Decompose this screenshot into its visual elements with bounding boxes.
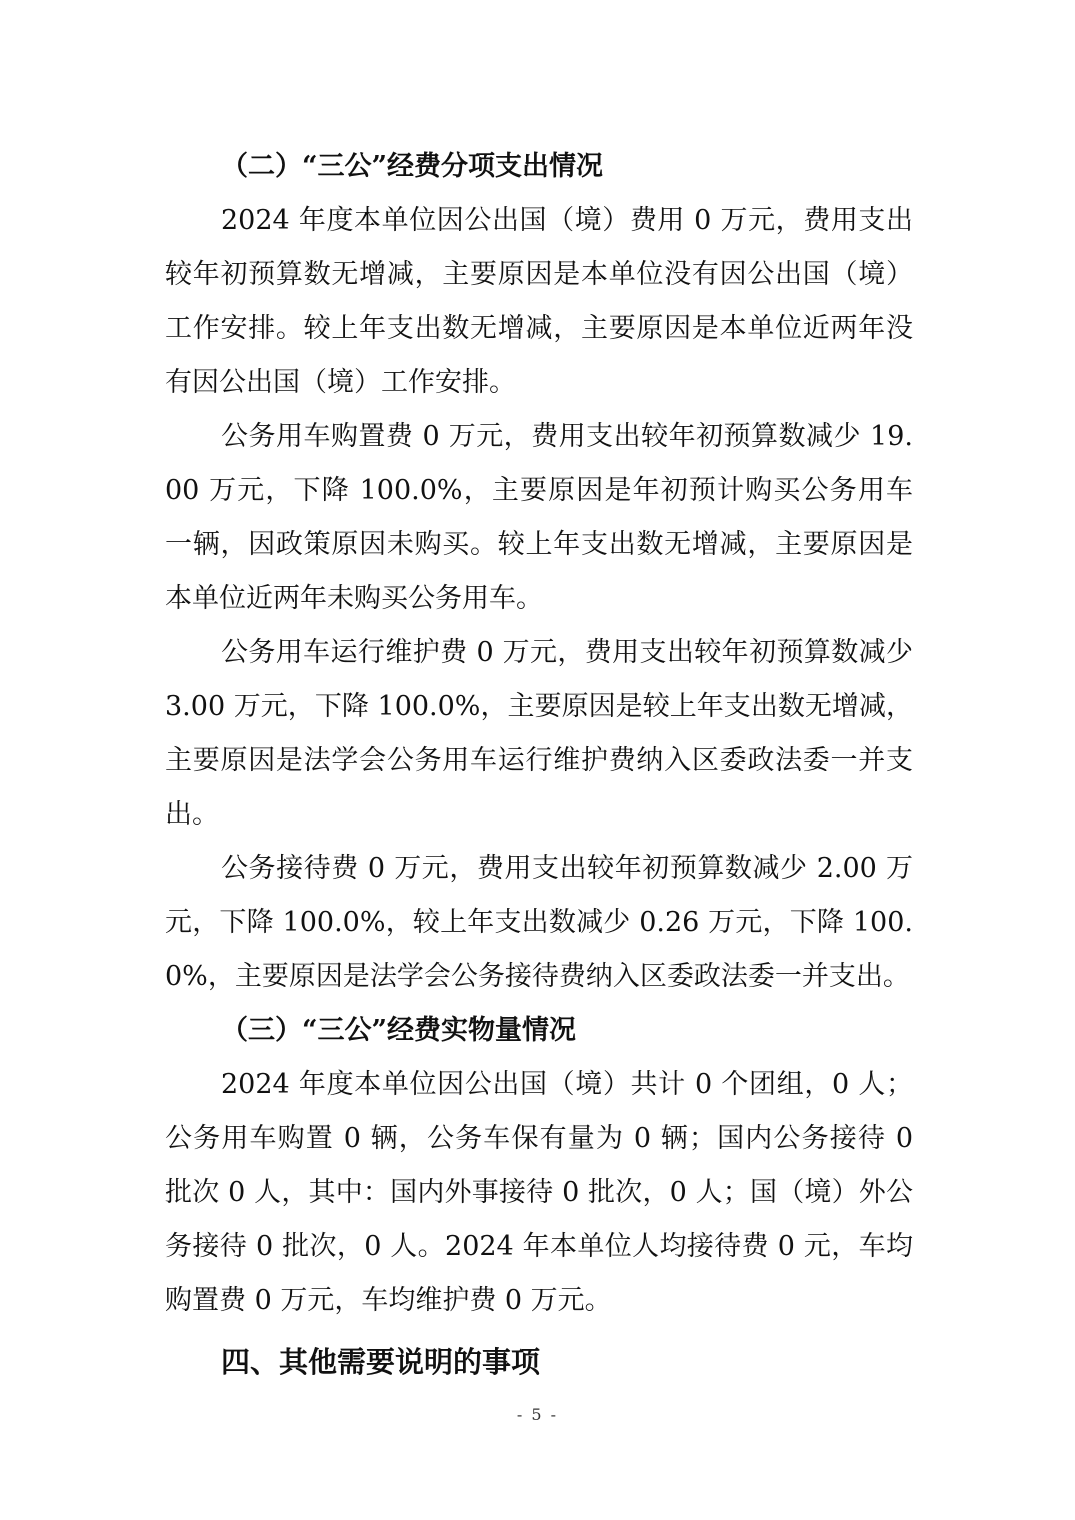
paragraph-vehicle-maintenance: 公务用车运行维护费 0 万元，费用支出较年初预算数减少 3.00 万元，下降 100.0%，主要原因是较上年支出数无增减，主要原因是法学会公务用车运行维护费纳入区委政法委一并支出。: [165, 637, 913, 830]
document-body: [165, 140, 913, 1392]
section-heading-other-matters: 四、其他需要说明的事项: [221, 1345, 541, 1379]
section-heading-three-public-items: （二）“三公”经费分项支出情况: [221, 151, 604, 182]
paragraph-reception: 公务接待费 0 万元，费用支出较年初预算数减少 2.00 万元，下降 100.0%，较上年支出数减少 0.26 万元，下降 100.0%，主要原因是法学会公务接待费纳入区委政法委一并支出。: [165, 853, 913, 992]
paragraph-vehicle-purchase: 公务用车购置费 0 万元，费用支出较年初预算数减少 19.00 万元，下降 100.0%，主要原因是年初预计购买公务用车一辆，因政策原因未购买。较上年支出数无增减，主要原因是本单位近两年未购买公务用车。: [165, 421, 913, 614]
section-heading-physical-quantity: （三）“三公”经费实物量情况: [221, 1015, 577, 1046]
paragraph-overseas-travel: 2024 年度本单位因公出国（境）费用 0 万元，费用支出较年初预算数无增减，主要原因是本单位没有因公出国（境）工作安排。较上年支出数无增减，主要原因是本单位近两年没有因公出国（境）工作安排。: [165, 205, 913, 398]
paragraph-physical-quantity: 2024 年度本单位因公出国（境）共计 0 个团组，0 人；公务用车购置 0 辆，公务车保有量为 0 辆；国内公务接待 0 批次 0 人，其中：国内外事接待 0 批次，0 人；国（境）外公务接待 0 批次，0 人。2024 年本单位人均接待费 0 元，车均购置费 0 万元，车均维护费 0 万元。: [165, 1069, 913, 1316]
page-number: - 5 -: [516, 1405, 559, 1424]
